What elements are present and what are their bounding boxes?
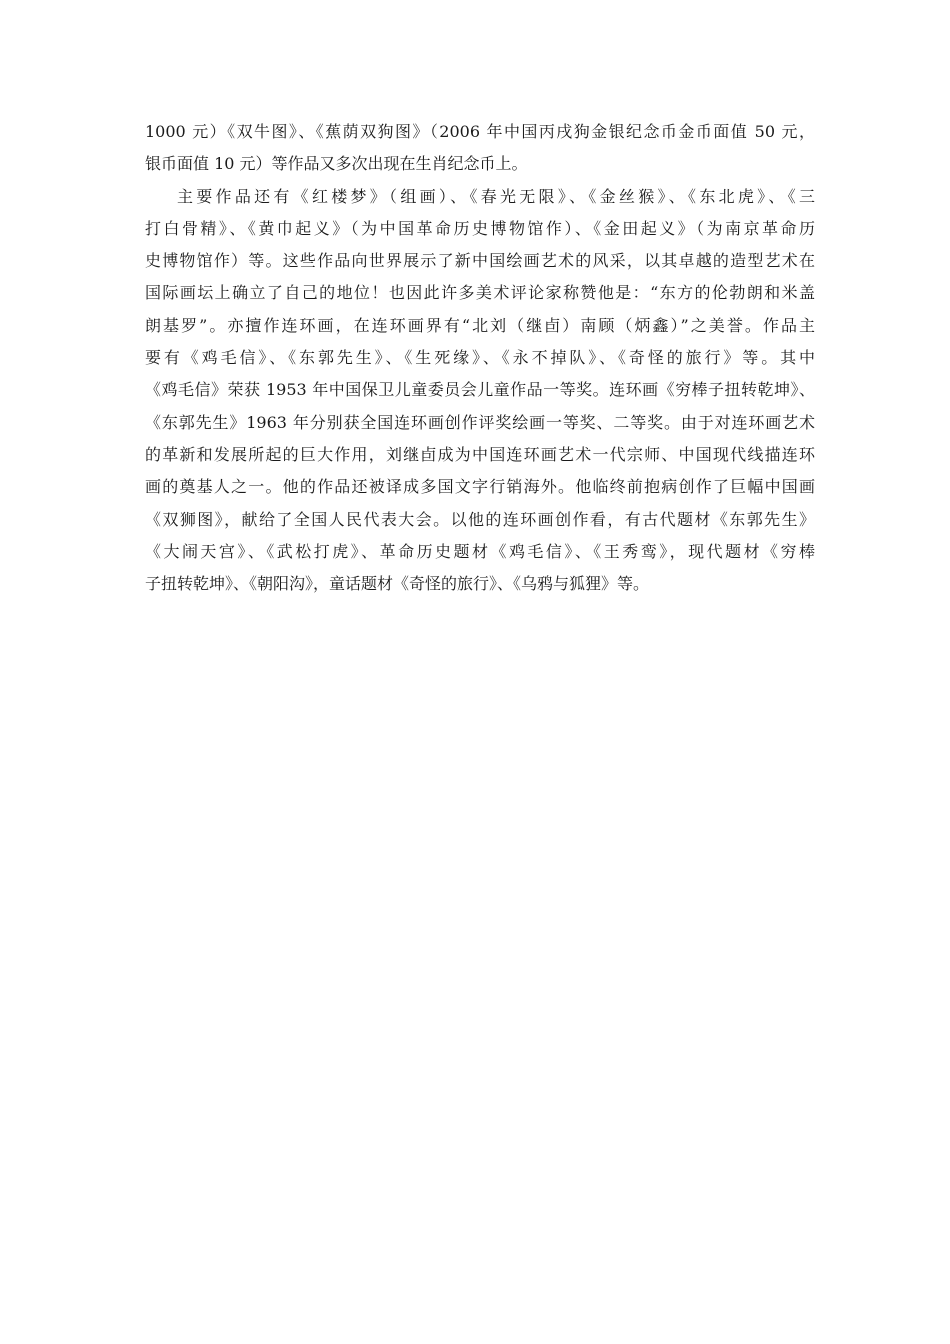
text-line: 史博物馆作）等。这些作品向世界展示了新中国绘画艺术的风采，以其卓越的造型艺术在 bbox=[145, 251, 815, 271]
text-line: 主要作品还有《红楼梦》（组画）、《春光无限》、《金丝猴》、《东北虎》、《三 bbox=[177, 186, 815, 206]
paragraph bbox=[145, 116, 815, 181]
text-line: 国际画坛上确立了自己的地位！也因此许多美术评论家称赞他是：“东方的伦勃朗和米盖 bbox=[145, 283, 815, 303]
text-line: 打白骨精》、《黄巾起义》（为中国革命历史博物馆作）、《金田起义》（为南京革命历 bbox=[145, 218, 815, 238]
body-text bbox=[145, 116, 815, 600]
paragraph bbox=[145, 181, 815, 601]
text-line: 银币面值 10 元）等作品又多次出现在生肖纪念币上。 bbox=[145, 154, 528, 174]
text-line: 《双狮图》，献给了全国人民代表大会。以他的连环画创作看，有古代题材《东郭先生》 bbox=[145, 509, 815, 529]
text-line: 朗基罗”。亦擅作连环画，在连环画界有“北刘（继卣）南顾（炳鑫）”之美誉。作品主 bbox=[145, 315, 815, 335]
text-line: 1000 元）《双牛图》、《蕉荫双狗图》（2006 年中国丙戌狗金银纪念币金币面值 50 元， bbox=[145, 122, 815, 141]
text-line: 《大闹天宫》、《武松打虎》、革命历史题材《鸡毛信》、《王秀鸾》，现代题材《穷棒 bbox=[145, 541, 815, 561]
text-line: 画的奠基人之一。他的作品还被译成多国文字行销海外。他临终前抱病创作了巨幅中国画 bbox=[145, 477, 815, 497]
text-line: 《东郭先生》1963 年分别获全国连环画创作评奖绘画一等奖、二等奖。由于对连环画艺术 bbox=[145, 412, 815, 432]
text-line: 的革新和发展所起的巨大作用，刘继卣成为中国连环画艺术一代宗师、中国现代线描连环 bbox=[145, 444, 815, 464]
text-line: 《鸡毛信》荣获 1953 年中国保卫儿童委员会儿童作品一等奖。连环画《穷棒子扭转乾坤》、 bbox=[145, 380, 815, 400]
text-line: 子扭转乾坤》、《朝阳沟》，童话题材《奇怪的旅行》、《乌鸦与狐狸》等。 bbox=[145, 574, 650, 594]
text-line: 要有《鸡毛信》、《东郭先生》、《生死缘》、《永不掉队》、《奇怪的旅行》等。其中 bbox=[145, 348, 815, 368]
